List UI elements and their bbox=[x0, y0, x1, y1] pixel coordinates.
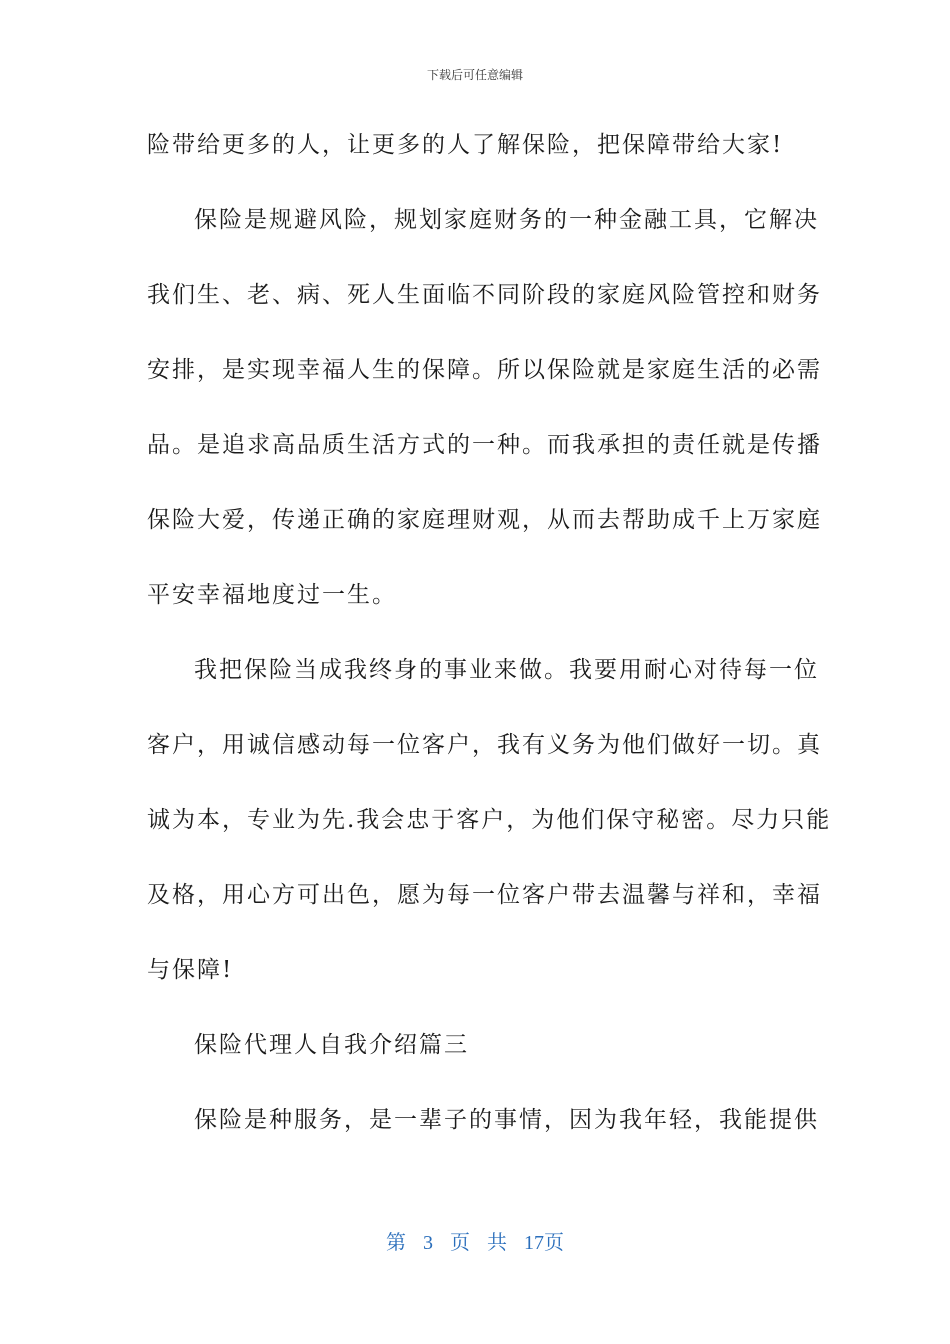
text-line: 险带给更多的人，让更多的人了解保险，把保障带给大家! bbox=[147, 132, 784, 158]
text-line: 与保障! bbox=[147, 957, 234, 983]
text-line: 及格，用心方可出色，愿为每一位客户带去温馨与祥和，幸福 bbox=[147, 882, 822, 908]
text-line: 保险大爱，传递正确的家庭理财观，从而去帮助成千上万家庭 bbox=[147, 507, 822, 533]
footer-page-number: 3 bbox=[423, 1232, 433, 1254]
text-line: 安排，是实现幸福人生的保障。所以保险就是家庭生活的必需 bbox=[147, 357, 822, 383]
text-line: 保险是规避风险，规划家庭财务的一种金融工具，它解决 bbox=[194, 207, 819, 233]
text-line: 诚为本，专业为先.我会忠于客户，为他们保守秘密。尽力只能 bbox=[147, 807, 832, 833]
footer-total-pages: 17页 bbox=[524, 1232, 564, 1254]
section-heading: 保险代理人自我介绍篇三 bbox=[194, 1032, 469, 1058]
footer-di: 第 bbox=[386, 1232, 406, 1254]
text-line: 保险是种服务，是一辈子的事情，因为我年轻，我能提供 bbox=[194, 1107, 819, 1133]
text-line: 客户，用诚信感动每一位客户，我有义务为他们做好一切。真 bbox=[147, 732, 822, 758]
page-footer bbox=[0, 1226, 950, 1255]
text-line: 平安幸福地度过一生。 bbox=[147, 582, 397, 608]
footer-ye: 页 bbox=[450, 1232, 470, 1254]
footer-gong: 共 bbox=[487, 1232, 507, 1254]
text-line: 品。是追求高品质生活方式的一种。而我承担的责任就是传播 bbox=[147, 432, 822, 458]
page-header: 下载后可任意编辑 bbox=[426, 68, 523, 82]
text-line: 我们生、老、病、死人生面临不同阶段的家庭风险管控和财务 bbox=[147, 282, 822, 308]
text-line: 我把保险当成我终身的事业来做。我要用耐心对待每一位 bbox=[194, 657, 819, 683]
